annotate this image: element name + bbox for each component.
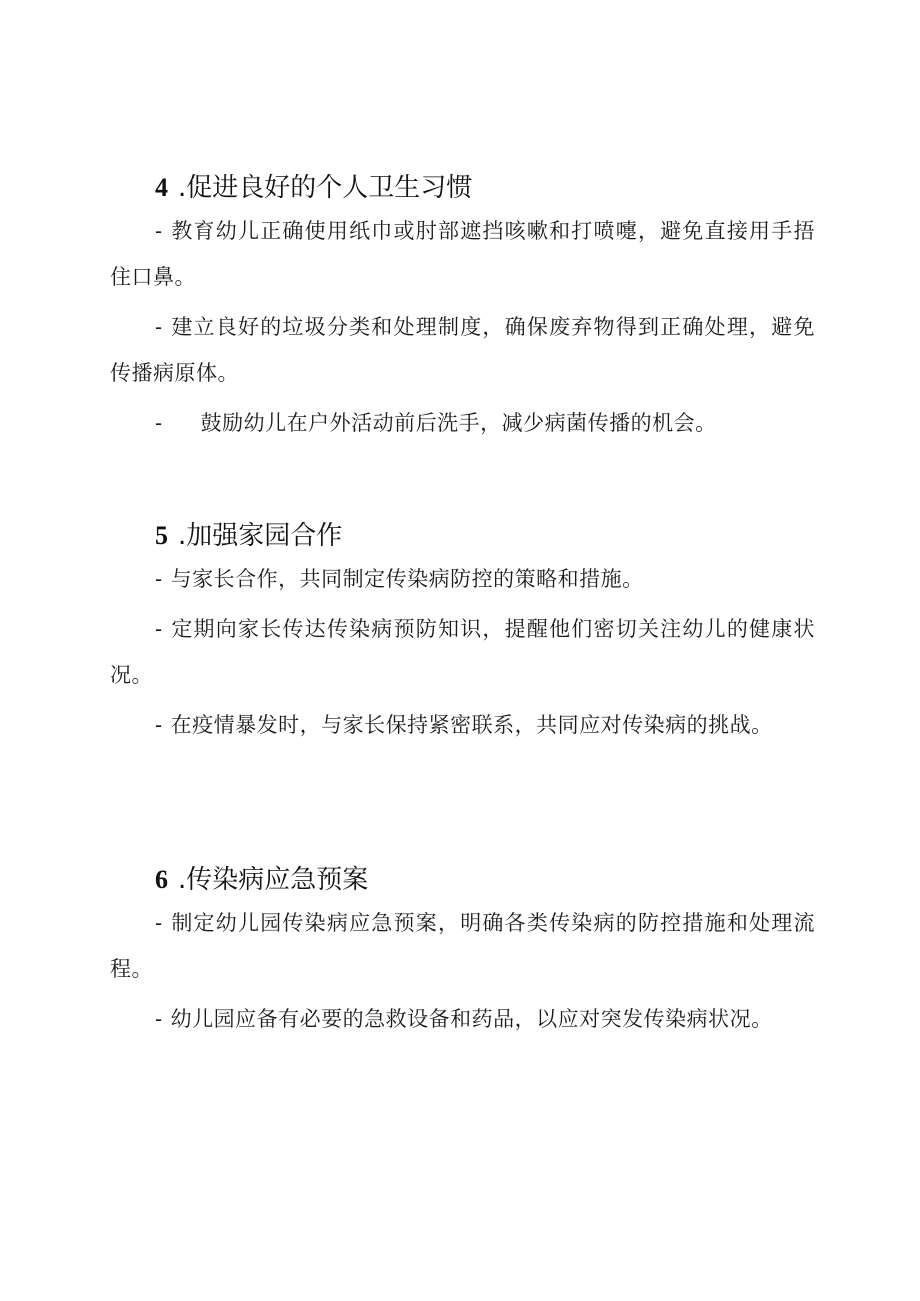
list-item-text: 建立良好的垃圾分类和处理制度，确保废弃物得到正确处理，避免传播病原体。 xyxy=(110,315,815,385)
bullet-dash: - xyxy=(155,1007,163,1031)
list-item-text: 与家长合作，共同制定传染病防控的策略和措施。 xyxy=(170,567,644,591)
list-item xyxy=(110,900,815,992)
list-item xyxy=(110,702,815,748)
list-item-text: 幼儿园应备有必要的急救设备和药品，以应对突发传染病状况。 xyxy=(170,1007,773,1031)
section-title: .促进良好的个人卫生习惯 xyxy=(178,173,473,203)
list-item-text: 制定幼儿园传染病应急预案，明确各类传染病的防控措施和处理流程。 xyxy=(110,911,815,981)
list-item-text: 教育幼儿正确使用纸巾或肘部遮挡咳嗽和打喷嚏，避免直接用手捂住口鼻。 xyxy=(110,219,815,289)
section-title: .加强家园合作 xyxy=(178,521,343,551)
section-heading xyxy=(110,168,815,208)
bullet-dash: - xyxy=(155,617,163,641)
bullet-dash: - xyxy=(155,315,163,339)
list-item-text: 在疫情暴发时，与家长保持紧密联系，共同应对传染病的挑战。 xyxy=(170,713,773,737)
section-number: 5 xyxy=(155,521,168,550)
list-item xyxy=(110,996,815,1042)
section-number: 6 xyxy=(155,865,168,894)
bullet-dash: - xyxy=(155,411,163,435)
section-hygiene-habits xyxy=(110,168,815,446)
bullet-dash: - xyxy=(155,219,163,243)
list-item xyxy=(110,304,815,396)
section-emergency-plan xyxy=(110,860,815,1042)
section-home-school-cooperation xyxy=(110,516,815,748)
section-title: .传染病应急预案 xyxy=(178,865,369,895)
list-item xyxy=(110,556,815,602)
bullet-dash: - xyxy=(155,713,163,737)
bullet-dash: - xyxy=(155,911,163,935)
list-item xyxy=(110,606,815,698)
section-heading xyxy=(110,860,815,900)
list-item-text: 定期向家长传达传染病预防知识，提醒他们密切关注幼儿的健康状况。 xyxy=(110,617,815,687)
list-item-text: 鼓励幼儿在户外活动前后洗手，减少病菌传播的机会。 xyxy=(200,411,717,435)
list-item xyxy=(110,400,815,446)
section-heading xyxy=(110,516,815,556)
bullet-dash: - xyxy=(155,567,163,591)
section-number: 4 xyxy=(155,173,168,202)
list-item xyxy=(110,208,815,300)
